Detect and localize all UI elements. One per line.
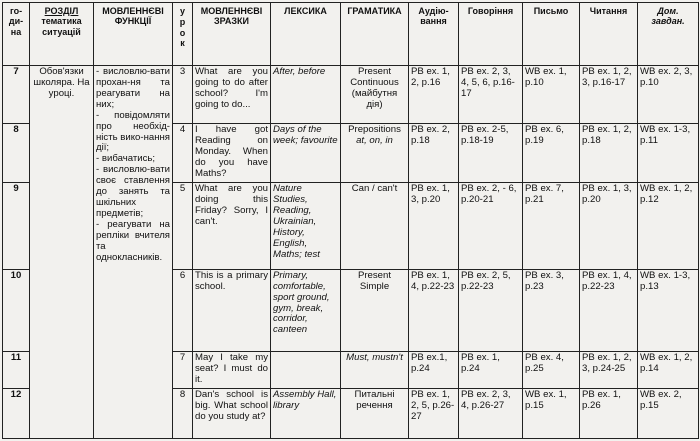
writing-cell: PB ex. 4, p.25 <box>523 352 580 389</box>
table-row <box>3 66 699 124</box>
reading-cell: PB ex. 1, p.26 <box>580 388 638 438</box>
sample-cell: May I take my seat? I must do it. <box>193 352 271 389</box>
grammar-text: Can / can't <box>351 182 398 194</box>
vocab-cell: Assembly Hall, library <box>271 388 341 438</box>
speaking-cell: PB ex. 2, - 6, p.20-21 <box>459 182 523 269</box>
hour-cell: 7 <box>3 66 30 124</box>
writing-cell: WB ex. 1, p.15 <box>523 388 580 438</box>
listening-cell: PB ex.1, p.24 <box>409 352 459 389</box>
reading-cell: PB ex. 1, 2, 3, p.24-25 <box>580 352 638 389</box>
header-section-subtitle: тематика ситуацій <box>41 16 82 37</box>
lesson-cell: 7 <box>173 352 193 389</box>
header-functions: МОВЛЕННЄВІ ФУНКЦІЇ <box>94 3 173 66</box>
header-section-title: РОЗДІЛ <box>44 6 79 16</box>
sample-cell: I have got Reading on Monday. When do you have Maths? <box>193 124 271 183</box>
theme-cell: Обов'язки школяра. На уроці. <box>30 66 94 439</box>
header-reading: Читання <box>580 3 638 66</box>
header-lesson: у р о к <box>173 3 193 66</box>
homework-cell: WB ex. 1-3, p.11 <box>638 124 699 183</box>
grammar-italic-text: Must, mustn't <box>346 352 403 364</box>
header-samples: МОВЛЕННЄВІ ЗРАЗКИ <box>193 3 271 66</box>
header-hours: го- ди- на <box>3 3 30 66</box>
reading-cell: PB ex. 1, 2, 3, p.16-17 <box>580 66 638 124</box>
vocab-cell: Nature Studies, Reading, Ukrainian, History, English, Maths; test <box>271 182 341 269</box>
lesson-cell: 3 <box>173 66 193 124</box>
reading-cell: PB ex. 1, 4, p.22-23 <box>580 269 638 352</box>
header-writing: Письмо <box>523 3 580 66</box>
vocab-cell: Days of the week; favourite <box>271 124 341 183</box>
homework-cell: WB ex. 2, p.15 <box>638 388 699 438</box>
homework-cell: WB ex. 1-3, p.13 <box>638 269 699 352</box>
writing-cell: PB ex. 6, p.19 <box>523 124 580 183</box>
hour-cell: 12 <box>3 388 30 438</box>
grammar-cell <box>341 182 409 269</box>
header-grammar: ГРАМАТИКА <box>341 3 409 66</box>
hour-cell: 9 <box>3 182 30 269</box>
hour-cell: 8 <box>3 124 30 183</box>
grammar-cell <box>341 269 409 352</box>
lesson-cell: 4 <box>173 124 193 183</box>
header-vocabulary: ЛЕКСИКА <box>271 3 341 66</box>
sample-cell: This is a primary school. <box>193 269 271 352</box>
listening-cell: PB ex. 1, 3, p.20 <box>409 182 459 269</box>
lesson-plan-table <box>2 2 699 439</box>
hour-cell: 11 <box>3 352 30 389</box>
vocab-cell: After, before <box>271 66 341 124</box>
reading-cell: PB ex. 1, 3, p.20 <box>580 182 638 269</box>
listening-cell: PB ex. 2, p.18 <box>409 124 459 183</box>
header-section <box>30 3 94 66</box>
functions-cell: - висловлю-вати прохан-ня та реагувати на них; - повідомляти про необхід-ність вико-нання дії; - вибачатись; - висловлю-вати своє ставлення до занять та шкільних предметів; - реагувати на репліки вчителя та однокласників. <box>94 66 173 439</box>
listening-cell: PB ex. 1, 2, 5, p.26-27 <box>409 388 459 438</box>
grammar-text: Питальні речення <box>354 388 395 411</box>
speaking-cell: PB ex. 1, p.24 <box>459 352 523 389</box>
grammar-cell <box>341 124 409 183</box>
header-listening: Аудію-вання <box>409 3 459 66</box>
grammar-cell <box>341 388 409 438</box>
sample-cell: Dan's school is big. What school do you study at? <box>193 388 271 438</box>
lesson-cell: 6 <box>173 269 193 352</box>
vocab-cell <box>271 352 341 389</box>
grammar-text: Present Simple <box>357 269 392 292</box>
writing-cell: PB ex. 3, p.23 <box>523 269 580 352</box>
grammar-text: Prepositions <box>348 124 401 136</box>
header-homework: Дом. завдан. <box>638 3 699 66</box>
grammar-cell <box>341 66 409 124</box>
grammar-italic-text: at, on, in <box>356 135 393 147</box>
homework-cell: WB ex. 1, 2, p.12 <box>638 182 699 269</box>
reading-cell: PB ex. 1, 2, p.18 <box>580 124 638 183</box>
listening-cell: PB ex. 1, 2, p.16 <box>409 66 459 124</box>
sample-cell: What are you going to do after school? I'm going to do... <box>193 66 271 124</box>
header-row <box>3 3 699 66</box>
homework-cell: WB ex. 1, 2, p.14 <box>638 352 699 389</box>
sample-cell: What are you doing this Friday? Sorry, I can't. <box>193 182 271 269</box>
hour-cell: 10 <box>3 269 30 352</box>
speaking-cell: PB ex. 2, 3, 4, p.26-27 <box>459 388 523 438</box>
vocab-cell: Primary, comfortable, sport ground, gym, break, corridor, canteen <box>271 269 341 352</box>
header-speaking: Говоріння <box>459 3 523 66</box>
writing-cell: PB ex. 7, p.21 <box>523 182 580 269</box>
writing-cell: WB ex. 1, p.10 <box>523 66 580 124</box>
listening-cell: PB ex. 1, 4, p.22-23 <box>409 269 459 352</box>
speaking-cell: PB ex. 2-5, p.18-19 <box>459 124 523 183</box>
grammar-text: Present Continuous (майбутня дія) <box>350 66 399 110</box>
speaking-cell: PB ex. 2, 3, 4, 5, 6, p.16-17 <box>459 66 523 124</box>
grammar-cell <box>341 352 409 389</box>
speaking-cell: PB ex. 2, 5, p.22-23 <box>459 269 523 352</box>
lesson-cell: 5 <box>173 182 193 269</box>
lesson-cell: 8 <box>173 388 193 438</box>
homework-cell: WB ex. 2, 3, p.10 <box>638 66 699 124</box>
